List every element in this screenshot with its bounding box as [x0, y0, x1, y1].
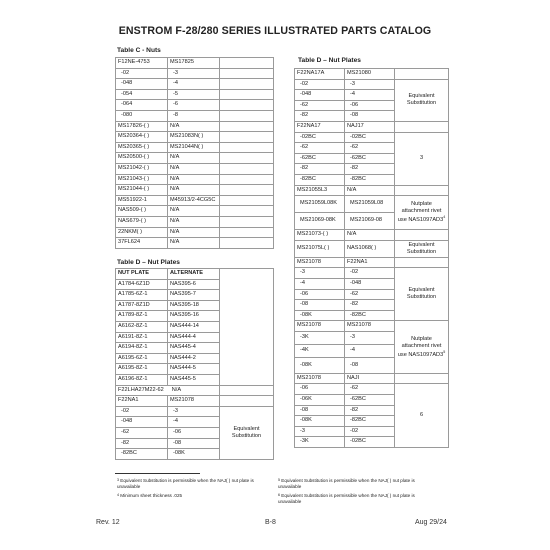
- part-number: -08K: [295, 310, 345, 321]
- alternate-part: N/A: [168, 174, 220, 185]
- alternate-part: -06: [345, 100, 395, 111]
- alternate-part: NAS444-2: [168, 353, 220, 364]
- alternate-part: -3: [345, 331, 395, 344]
- alternate-part: NAS1068( ): [345, 240, 395, 257]
- alternate-part: N/A: [168, 185, 220, 196]
- table-row: [295, 373, 449, 384]
- alternate-part: -3: [345, 79, 395, 90]
- alternate-part: NAS444-14: [168, 321, 220, 332]
- table-row: [116, 238, 274, 249]
- group-head-alt: MS21078: [345, 321, 395, 332]
- part-number: MS20500-( ): [116, 153, 168, 164]
- note-text: Nutplate attachment rivet use NAS1097AD3: [397, 201, 444, 224]
- group-head-alt: MS21078: [168, 396, 220, 407]
- alternate-part: -08: [345, 357, 395, 373]
- table-d-right-caption: Table D – Nut Plates: [298, 57, 361, 64]
- substitution-note: 3: [395, 132, 449, 185]
- table-row: [295, 79, 449, 90]
- note-text: Nutplate attachment rivet use NAS1097AD3: [397, 335, 444, 358]
- table-c-caption: Table C - Nuts: [117, 47, 161, 54]
- table-row: [116, 174, 274, 185]
- part-number: -08K: [295, 416, 345, 427]
- table-row: [116, 216, 274, 227]
- part-number: -62: [295, 143, 345, 154]
- table-row: [116, 396, 274, 407]
- alternate-part: -02BC: [345, 132, 395, 143]
- part-number: A1784-6Z1D: [116, 279, 168, 290]
- substitution-note: Equivalent Substitution: [395, 79, 449, 121]
- substitution-note: [395, 196, 449, 230]
- group-head-part: F22NA1: [116, 396, 168, 407]
- empty-cell: [220, 385, 274, 396]
- alternate-part: -82: [345, 300, 395, 311]
- table-row: [295, 230, 449, 241]
- empty-cell: [220, 68, 274, 79]
- footer-page-number: B-8: [265, 519, 276, 526]
- part-number: MS21042-( ): [116, 163, 168, 174]
- page-title: ENSTROM F-28/280 SERIES ILLUSTRATED PARTS CATALOG: [118, 25, 432, 37]
- part-number: -02BC: [295, 132, 345, 143]
- table-row: [295, 268, 449, 279]
- part-number: A1789-8Z-1: [116, 311, 168, 322]
- empty-cell: [220, 396, 274, 407]
- part-number: NAS679-( ): [116, 216, 168, 227]
- table-d-right-nut-plates: [294, 68, 449, 448]
- table-row: [116, 269, 274, 280]
- part-number: -048: [116, 79, 168, 90]
- group-head-alt: NAJ17: [345, 121, 395, 132]
- empty-cell: [220, 153, 274, 164]
- alternate-part: NAS395-16: [168, 311, 220, 322]
- part-number: -054: [116, 89, 168, 100]
- part-number: -08: [295, 405, 345, 416]
- part-number: -02: [116, 406, 168, 417]
- alternate-part: -3: [168, 68, 220, 79]
- part-number: -08K: [295, 357, 345, 373]
- alternate-part: -82BC: [345, 416, 395, 427]
- group-head-part: MS21078: [295, 321, 345, 332]
- footer-date: Aug 29/24: [415, 519, 447, 526]
- alternate-part: MS21083N( ): [168, 132, 220, 143]
- part-number: A6195-8Z-1: [116, 364, 168, 375]
- part-number: -3K: [295, 437, 345, 448]
- alternate-part: -08: [345, 111, 395, 122]
- table-row: [116, 195, 274, 206]
- part-number: MS21044-( ): [116, 185, 168, 196]
- empty-cell: [220, 174, 274, 185]
- table-d-left-nut-plates: [115, 268, 274, 460]
- part-number: -048: [295, 90, 345, 101]
- note-footnote-ref: 5: [443, 349, 446, 354]
- table-row: [116, 110, 274, 121]
- table-row: [295, 240, 449, 257]
- substitution-note: 6: [395, 384, 449, 448]
- empty-cell: [220, 142, 274, 153]
- alternate-part: -08K: [168, 449, 220, 460]
- footnote-divider: [115, 473, 200, 474]
- part-number: -02: [116, 68, 168, 79]
- alternate-part: MS21059L08: [345, 196, 395, 213]
- column-header-alternate: ALTERNATE: [168, 269, 220, 280]
- alternate-part: N/A: [171, 386, 182, 393]
- empty-cell: [220, 206, 274, 217]
- alternate-part: NAS395-7: [168, 290, 220, 301]
- empty-cell: [395, 230, 449, 241]
- part-number: -080: [116, 110, 168, 121]
- part-number: A6191-8Z-1: [116, 332, 168, 343]
- part-number: 22NKM( ): [116, 227, 168, 238]
- table-row: [116, 121, 274, 132]
- part-number: MS20364-( ): [116, 132, 168, 143]
- part-number: -064: [116, 100, 168, 111]
- alternate-part: NAS444-5: [168, 364, 220, 375]
- table-row: [116, 406, 274, 417]
- empty-cell: [220, 238, 274, 249]
- empty-cell: [395, 69, 449, 80]
- table-row: [295, 132, 449, 143]
- part-number: -3K: [295, 331, 345, 344]
- alternate-part: -82: [345, 405, 395, 416]
- empty-cell: [220, 216, 274, 227]
- group-head-part: F22NA17A: [295, 69, 345, 80]
- part-number: -02: [295, 79, 345, 90]
- part-number: -62: [295, 100, 345, 111]
- part-number: -82: [295, 111, 345, 122]
- alternate-part: N/A: [168, 206, 220, 217]
- wide-row-cell: [116, 385, 220, 396]
- note-footnote-ref: 4: [443, 215, 446, 220]
- table-row: [295, 257, 449, 268]
- table-row: [116, 68, 274, 79]
- alternate-part: N/A: [168, 163, 220, 174]
- table-row: [116, 227, 274, 238]
- substitution-note: Equivalent Substitution: [395, 240, 449, 257]
- substitution-note: [395, 321, 449, 374]
- part-number: A6195-6Z-1: [116, 353, 168, 364]
- alternate-part: NAS395-18: [168, 300, 220, 311]
- part-number: MS21043-( ): [116, 174, 168, 185]
- alternate-part: N/A: [168, 153, 220, 164]
- table-row: [116, 100, 274, 111]
- part-number: -82: [295, 164, 345, 175]
- part-number: MS21073-( ): [295, 230, 345, 241]
- table-row: [295, 69, 449, 80]
- alternate-part: N/A: [345, 185, 395, 196]
- alternate-part: -62: [345, 289, 395, 300]
- table-row: [116, 206, 274, 217]
- empty-cell: [220, 100, 274, 111]
- part-number: MS21075L( ): [295, 240, 345, 257]
- empty-cell: [395, 185, 449, 196]
- alternate-part: N/A: [168, 121, 220, 132]
- part-number: NAS509-( ): [116, 206, 168, 217]
- footnote-3: $^3$ Equivalent Substitution is permissible when the NAJ( ) nut plate is unavailable: [117, 478, 254, 489]
- part-number: -82: [116, 438, 168, 449]
- part-number: MS51922-1: [116, 195, 168, 206]
- part-number: MS17826-( ): [116, 121, 168, 132]
- part-number: -62BC: [295, 153, 345, 164]
- footnote-5: $^5$ Equivalent Substitution is permissible when the NAJ( ) nut plate is unavailable: [278, 478, 415, 489]
- part-number: MS21059L08K: [295, 196, 345, 213]
- table-row: [116, 132, 274, 143]
- alternate-part: -5: [168, 89, 220, 100]
- alternate-part: MS17825: [168, 58, 220, 69]
- empty-cell: [220, 163, 274, 174]
- substitution-note: Equivalent Substitution: [220, 406, 274, 459]
- part-number: -82BC: [295, 174, 345, 185]
- alternate-part: -6: [168, 100, 220, 111]
- alternate-part: -048: [345, 278, 395, 289]
- alternate-part: -06: [168, 427, 220, 438]
- part-number: A1785-6Z-1: [116, 290, 168, 301]
- alternate-part: N/A: [168, 238, 220, 249]
- table-row: [295, 185, 449, 196]
- alternate-part: -4: [345, 90, 395, 101]
- table-row: [295, 384, 449, 395]
- alternate-part: MS21044N( ): [168, 142, 220, 153]
- part-number: -048: [116, 417, 168, 428]
- alternate-part: -3: [168, 406, 220, 417]
- alternate-part: -62BC: [345, 153, 395, 164]
- table-row: [116, 153, 274, 164]
- table-row: [116, 185, 274, 196]
- table-row: [295, 321, 449, 332]
- part-number: A6196-8Z-1: [116, 374, 168, 385]
- alternate-part: NAS445-5: [168, 374, 220, 385]
- part-number: -08: [295, 300, 345, 311]
- alternate-part: -82BC: [345, 174, 395, 185]
- empty-cell: [220, 89, 274, 100]
- part-number: A6194-8Z-1: [116, 343, 168, 354]
- footnote-6: $^6$ Equivalent Substitution is permissible when the NAJ( ) nut plate is unavailable: [278, 493, 415, 504]
- table-row: [116, 163, 274, 174]
- alternate-part: -4: [345, 344, 395, 357]
- column-header-nut-plate: NUT PLATE: [116, 269, 168, 280]
- part-number: MS21069-08K: [295, 213, 345, 230]
- table-row: [295, 196, 449, 213]
- part-number: 37FL624: [116, 238, 168, 249]
- table-row: [116, 58, 274, 69]
- empty-cell: [220, 132, 274, 143]
- alternate-part: -02: [345, 268, 395, 279]
- part-number: -3: [295, 268, 345, 279]
- empty-cell: [220, 227, 274, 238]
- part-number: A1787-8Z1D: [116, 300, 168, 311]
- part-number: F12NE-4753: [116, 58, 168, 69]
- group-head-alt: NAJI: [345, 373, 395, 384]
- alternate-part: -4: [168, 417, 220, 428]
- alternate-part: NAS445-4: [168, 343, 220, 354]
- group-head-part: F22NA17: [295, 121, 345, 132]
- group-head-part: MS21078: [295, 257, 345, 268]
- group-head-alt: F22NA1: [345, 257, 395, 268]
- alternate-part: N/A: [168, 216, 220, 227]
- empty-cell: [220, 185, 274, 196]
- alternate-part: -02: [345, 426, 395, 437]
- table-c-nuts: [115, 57, 274, 249]
- empty-cell: [220, 110, 274, 121]
- footnote-4: $^4$ Minimum sheet thickness .025: [117, 493, 183, 498]
- part-number: F22LHA27M22-62: [118, 386, 164, 393]
- table-row: [116, 79, 274, 90]
- alternate-part: -8: [168, 110, 220, 121]
- alternate-part: -62: [345, 143, 395, 154]
- part-number: MS21055L3: [295, 185, 345, 196]
- part-number: -4K: [295, 344, 345, 357]
- empty-cell: [220, 79, 274, 90]
- part-number: -4: [295, 278, 345, 289]
- alternate-part: N/A: [345, 230, 395, 241]
- alternate-part: -82: [345, 164, 395, 175]
- alternate-part: MS21069-08: [345, 213, 395, 230]
- part-number: -82BC: [116, 449, 168, 460]
- table-row: [295, 121, 449, 132]
- part-number: -06K: [295, 395, 345, 406]
- alternate-part: M45913/2-4CG5C: [168, 195, 220, 206]
- part-number: A6162-8Z-1: [116, 321, 168, 332]
- part-number: MS20365-( ): [116, 142, 168, 153]
- empty-cell: [220, 121, 274, 132]
- part-number: -06: [295, 384, 345, 395]
- empty-cell: [220, 195, 274, 206]
- alternate-part: -08: [168, 438, 220, 449]
- empty-cell: [395, 121, 449, 132]
- part-number: -3: [295, 426, 345, 437]
- table-row: [116, 142, 274, 153]
- footer-revision: Rev. 12: [96, 519, 120, 526]
- substitution-note: Equivalent Substitution: [395, 268, 449, 321]
- alternate-part: -62BC: [345, 395, 395, 406]
- alternate-part: NAS444-4: [168, 332, 220, 343]
- group-head-part: MS21078: [295, 373, 345, 384]
- empty-cell: [395, 257, 449, 268]
- empty-cell: [220, 58, 274, 69]
- part-number: -06: [295, 289, 345, 300]
- table-row: [116, 385, 274, 396]
- table-row: [116, 89, 274, 100]
- group-head-alt: MS21080: [345, 69, 395, 80]
- alternate-part: NAS395-6: [168, 279, 220, 290]
- table-d-left-caption: Table D – Nut Plates: [117, 259, 180, 266]
- empty-cell: [395, 373, 449, 384]
- alternate-part: -82BC: [345, 310, 395, 321]
- alternate-part: N/A: [168, 227, 220, 238]
- alternate-part: -62: [345, 384, 395, 395]
- alternate-part: -4: [168, 79, 220, 90]
- alternate-part: -02BC: [345, 437, 395, 448]
- part-number: -62: [116, 427, 168, 438]
- empty-cell: [220, 269, 274, 386]
